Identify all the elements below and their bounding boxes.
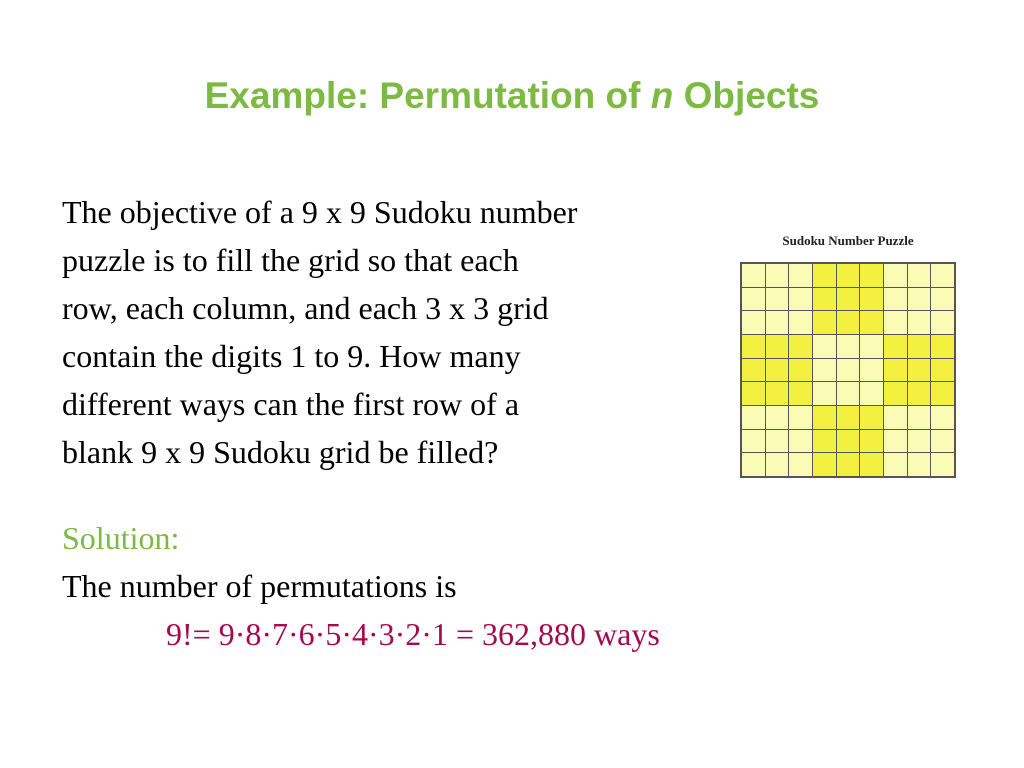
sudoku-cell [908,359,931,382]
problem-line: The objective of a 9 x 9 Sudoku number [62,194,578,230]
sudoku-cell [789,335,812,358]
problem-line: contain the digits 1 to 9. How many [62,338,521,374]
sudoku-cell [742,382,765,405]
sudoku-cell [789,359,812,382]
sudoku-cell [931,382,954,405]
sudoku-cell [860,359,883,382]
sudoku-cell [908,453,931,476]
sudoku-cell [766,453,789,476]
sudoku-cell [884,311,907,334]
problem-line: row, each column, and each 3 x 3 grid [62,290,549,326]
sudoku-cell [837,406,860,429]
sudoku-cell [789,430,812,453]
sudoku-cell [884,264,907,287]
sudoku-cell [860,311,883,334]
sudoku-cell [837,430,860,453]
sudoku-cell [884,335,907,358]
sudoku-cell [789,288,812,311]
sudoku-cell [931,288,954,311]
sudoku-cell [813,335,836,358]
sudoku-cell [837,335,860,358]
sudoku-cell [789,382,812,405]
sudoku-cell [860,430,883,453]
sudoku-cell [837,453,860,476]
sudoku-cell [837,311,860,334]
problem-line: puzzle is to fill the grid so that each [62,242,519,278]
slide-title [0,74,1024,118]
sudoku-cell [884,453,907,476]
sudoku-cell [742,453,765,476]
title-prefix: Example: Permutation of [204,75,651,116]
sudoku-cell [837,264,860,287]
sudoku-cell [884,382,907,405]
sudoku-cell [908,382,931,405]
sudoku-cell [860,382,883,405]
sudoku-cell [931,359,954,382]
sudoku-cell [860,406,883,429]
sudoku-cell [931,406,954,429]
sudoku-cell [908,311,931,334]
sudoku-cell [908,288,931,311]
sudoku-cell [766,288,789,311]
sudoku-cell [860,264,883,287]
sudoku-cell [742,264,765,287]
sudoku-cell [742,359,765,382]
sudoku-cell [742,430,765,453]
sudoku-cell [813,288,836,311]
sudoku-cell [837,359,860,382]
sudoku-cell [908,406,931,429]
title-italic-variable: n [650,75,674,116]
problem-line: different ways can the first row of a [62,386,520,422]
sudoku-grid-image [740,262,956,478]
sudoku-cell [766,264,789,287]
sudoku-cell [813,359,836,382]
sudoku-cell [813,311,836,334]
problem-line: blank 9 x 9 Sudoku grid be filled? [62,434,499,470]
sudoku-cell [884,288,907,311]
sudoku-cell [813,453,836,476]
sudoku-cell [766,335,789,358]
sudoku-cell [860,453,883,476]
solution-heading: Solution: [62,520,180,556]
solution-text: The number of permutations is [62,568,457,604]
sudoku-cell [742,335,765,358]
sudoku-cell [884,359,907,382]
sudoku-cell [931,453,954,476]
sudoku-cell [789,311,812,334]
puzzle-caption: Sudoku Number Puzzle [782,233,914,248]
sudoku-cell [931,430,954,453]
sudoku-cell [813,406,836,429]
sudoku-cell [766,359,789,382]
sudoku-cell [789,453,812,476]
permutation-formula: 9!= 9·8·7·6·5·4·3·2·1 = 362,880 ways [166,616,660,652]
sudoku-cell [860,335,883,358]
sudoku-cell [837,382,860,405]
sudoku-cell [789,406,812,429]
sudoku-cell [931,264,954,287]
sudoku-cell [813,430,836,453]
sudoku-cell [742,406,765,429]
sudoku-cell [908,264,931,287]
title-suffix: Objects [673,75,820,116]
sudoku-cell [766,406,789,429]
sudoku-cell [884,406,907,429]
sudoku-cell [766,430,789,453]
sudoku-cell [908,335,931,358]
sudoku-cell [860,288,883,311]
sudoku-cell [837,288,860,311]
sudoku-cell [766,382,789,405]
sudoku-cell [931,311,954,334]
sudoku-cell [789,264,812,287]
sudoku-cell [884,430,907,453]
sudoku-cell [931,335,954,358]
sudoku-cell [742,288,765,311]
sudoku-cell [813,264,836,287]
sudoku-cell [813,382,836,405]
sudoku-cell [908,430,931,453]
sudoku-cell [766,311,789,334]
sudoku-cell [742,311,765,334]
problem-statement [62,188,722,476]
